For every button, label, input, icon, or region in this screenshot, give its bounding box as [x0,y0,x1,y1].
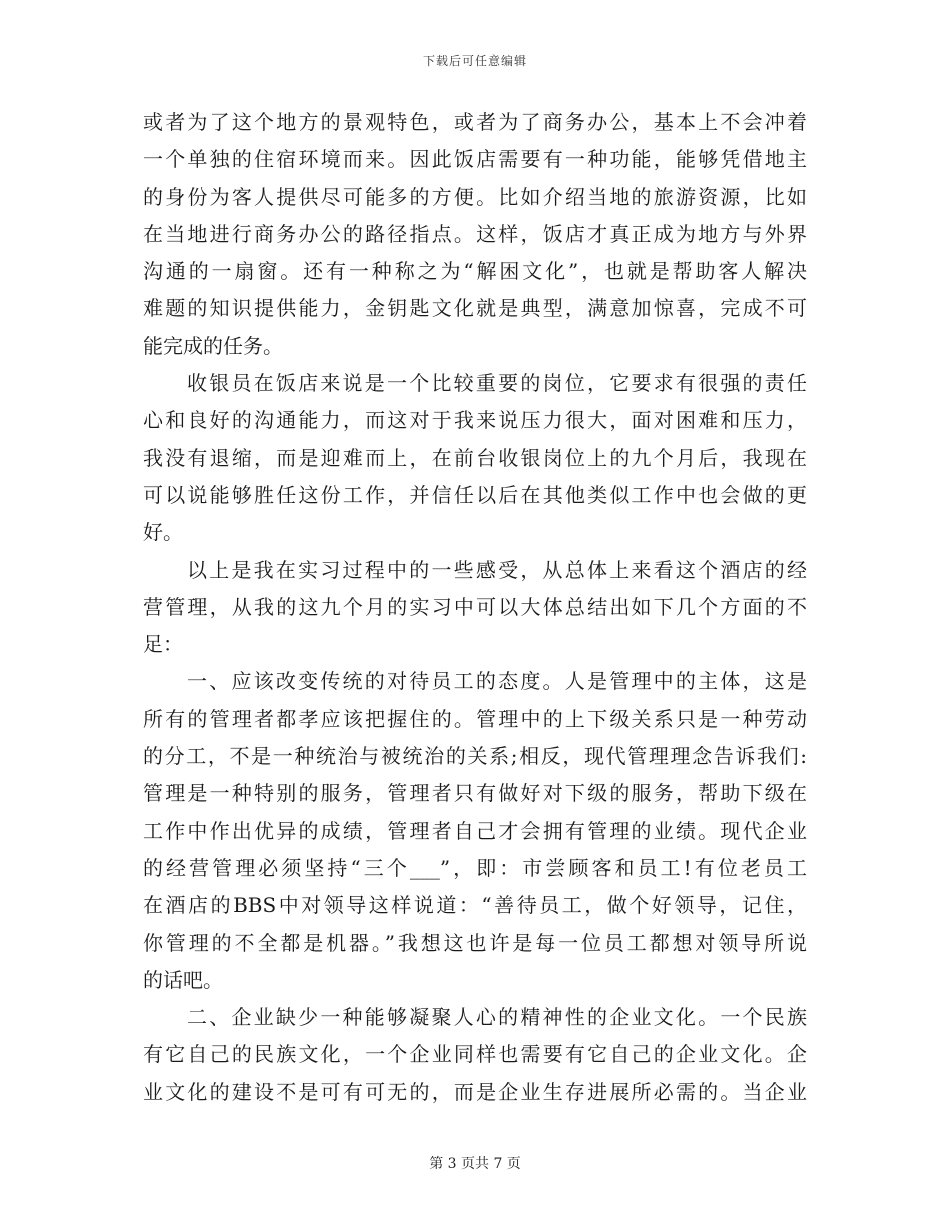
text-line: 二、企业缺少一种能够凝聚人心的精神性的企业文化。一个民族 [187,1005,807,1030]
text-line: 工作中作出优异的成绩，管理者自己才会拥有管理的业绩。现代企业 [143,818,807,843]
text-line: 心和良好的沟通能力，而这对于我来说压力很大，面对困难和压力， [143,408,807,433]
text-line: 以上是我在实习过程中的一些感受，从总体上来看这个酒店的经 [187,557,807,582]
text-line: 我没有退缩，而是迎难而上，在前台收银岗位上的九个月后，我现在 [143,445,807,470]
page-number-footer: 第 3 页共 7 页 [429,1156,521,1172]
text-line: 的话吧。 [143,967,223,992]
text-line: 的身份为客人提供尽可能多的方便。比如介绍当地的旅游资源，比如 [143,184,807,209]
text-line: 营管理，从我的这九个月的实习中可以大体总结出如下几个方面的不 [143,594,807,619]
text-line: 可以说能够胜任这份工作，并信任以后在其他类似工作中也会做的更 [143,482,807,507]
text-line: 的经营管理必须坚持“三个___”，即：市尝顾客和员工!有位老员工 [143,855,807,880]
text-line: 有它自己的民族文化，一个企业同样也需要有它自己的企业文化。企 [143,1042,807,1067]
text-line: 能完成的任务。 [143,333,283,358]
text-line: 收银员在饭店来说是一个比较重要的岗位，它要求有很强的责任 [187,371,807,396]
text-line: 一个单独的住宿环境而来。因此饭店需要有一种功能，能够凭借地主 [143,147,807,172]
text-line: 业文化的建设不是可有可无的，而是企业生存进展所必需的。当企业 [143,1079,807,1104]
text-line: 好。 [143,520,183,545]
text-line: 或者为了这个地方的景观特色，或者为了商务办公，基本上不会冲着 [143,110,807,134]
text-line: 管理是一种特别的服务，管理者只有做好对下级的服务，帮助下级在 [143,781,807,806]
page-header: 下载后可任意编辑 [422,54,527,68]
text-line: 足： [143,632,183,657]
text-line: 所有的管理者都孝应该把握住的。管理中的上下级关系只是一种劳动 [143,706,807,731]
text-line: 在酒店的BBS中对领导这样说道：“善待员工，做个好领导，记住， [143,893,807,918]
text-line: 的分工，不是一种统治与被统治的关系;相反，现代管理理念告诉我们: [143,744,807,769]
text-line: 一、应该改变传统的对待员工的态度。人是管理中的主体，这是 [187,669,807,694]
text-line: 沟通的一扇窗。还有一种称之为“解困文化”，也就是帮助客人解决 [143,259,807,284]
text-line: 在当地进行商务办公的路径指点。这样，饭店才真正成为地方与外界 [143,221,807,246]
text-line: 你管理的不全都是机器。”我想这也许是每一位员工都想对领导所说 [143,930,807,955]
document-body [143,104,807,1111]
text-line: 难题的知识提供能力，金钥匙文化就是典型，满意加惊喜，完成不可 [143,296,807,321]
